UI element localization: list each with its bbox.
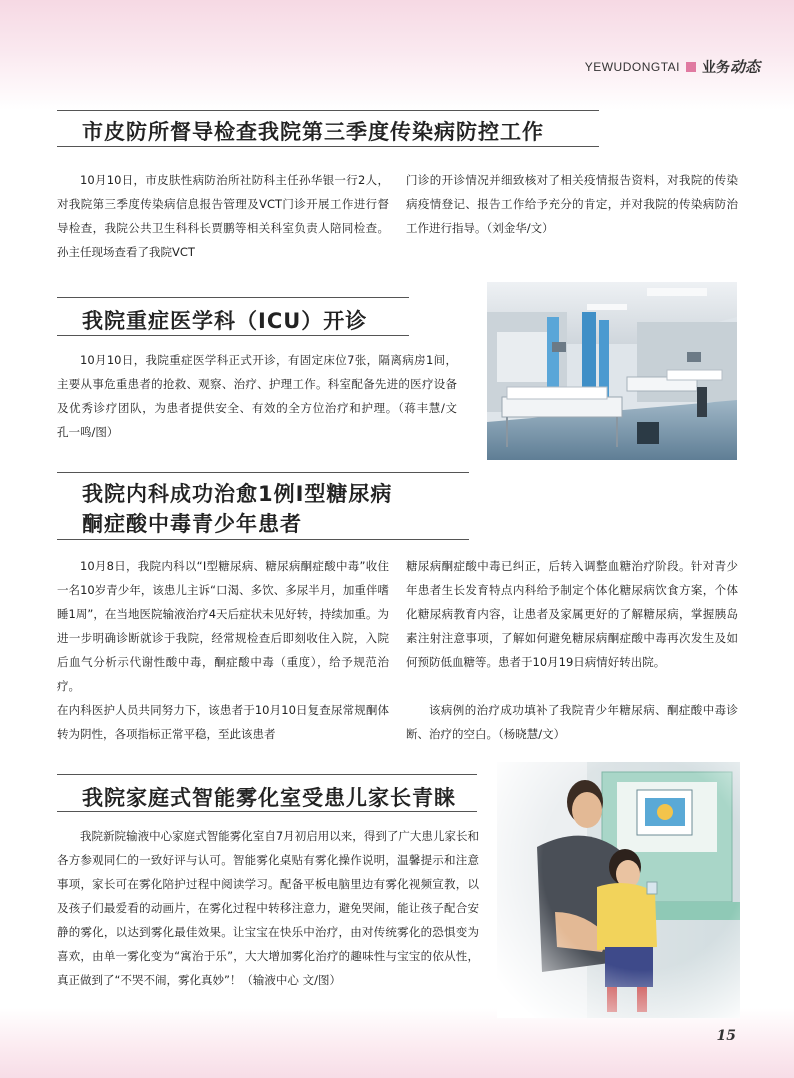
section-title: 业务动态 [701,58,760,76]
bottom-decor-band [0,1008,794,1078]
article2-bottom-rule [57,335,409,336]
article3-col1-p1: 10月8日，我院内科以“Ⅰ型糖尿病、糖尿病酮症酸中毒”收住一名10岁青少年，该患儿主诉“口渴、多饮、多尿半月，加重伴嗜睡1周”，在当地医院输液治疗4天后症状未见好转，持续加重。为进一步明确诊断就诊于我院，经常规检查后即刻收住入院，入院后血气分析示代谢性酸中毒，酮症酸中毒（重度），给予规范治疗。 [57,559,389,693]
icu-ward-photo [487,282,737,460]
article4-bottom-rule [57,811,477,812]
section-header [585,56,760,77]
article3-title-line2: 酮症酸中毒青少年患者 [82,512,302,536]
article2-body: 10月10日，我院重症医学科正式开诊，有固定床位7张，隔离病房1间，主要从事危重患者的抢救、观察、治疗、护理工作。科室配备先进的医疗设备及优秀诊疗团队，为患者提供安全、有效的全方位治疗和护理。（蒋丰慧/文 孔一鸣/图） [57,353,469,439]
article3-col1-p2: 在内科医护人员共同努力下，该患者于10月10日复查尿常规酮体转为阴性，各项指标正常平稳，至此该患者 [57,703,389,741]
top-decor-band [0,0,794,110]
article3-title-line1: 我院内科成功治愈1例Ⅰ型糖尿病 [82,482,393,506]
article3-col2-p2: 该病例的治疗成功填补了我院青少年糖尿病、酮症酸中毒诊断、治疗的空白。（杨晓慧/文） [406,703,738,741]
article3-col2-p1: 糖尿病酮症酸中毒已纠正，后转入调整血糖治疗阶段。针对青少年患者生长发育特点内科给予制定个体化糖尿病饮食方案，个体化糖尿病教育内容，让患者及家属更好的了解糖尿病，掌握胰岛素注射注意事项，了解如何避免糖尿病酮症酸中毒再次发生及如何预防低血糖等。患者于10月19日病情好转出院。 [406,559,738,669]
section-latin: YEWUDONGTAI [584,59,680,74]
page-number: 15 [716,1028,736,1044]
article3-top-rule [57,472,469,473]
article1-col1: 10月10日，市皮肤性病防治所社防科主任孙华银一行2人，对我院第三季度传染病信息报告管理及VCT门诊开展工作进行督导检查，我院公共卫生科科长贾鹏等相关科室负责人陪同检查。孙主任现场查看了我院VCT [57,173,389,259]
section-marker-icon [686,62,696,72]
article1-bottom-rule [57,146,599,147]
article3-title [82,479,392,539]
article1-col2: 门诊的开诊情况并细致核对了相关疫情报告资料，对我院的传染病疫情登记、报告工作给予充分的肯定，并对我院的传染病防治工作进行指导。（刘金华/文） [406,173,738,235]
article3-bottom-rule [57,539,469,540]
article4-title: 我院家庭式智能雾化室受患儿家长青睐 [82,786,456,810]
nebulization-room-photo [497,762,740,1018]
article2-title: 我院重症医学科（ICU）开诊 [82,309,368,333]
article2-top-rule [57,297,409,298]
article4-top-rule [57,774,477,775]
article1-top-rule [57,110,599,111]
article1-title: 市皮防所督导检查我院第三季度传染病防控工作 [82,120,544,144]
article4-body: 我院新院输液中心家庭式智能雾化室自7月初启用以来，得到了广大患儿家长和各方参观同仁的一致好评与认可。智能雾化桌贴有雾化操作说明，温馨提示和注意事项，家长可在雾化陪护过程中阅读学习。配备平板电脑里边有雾化视频宣教，以及孩子们最爱看的动画片，在雾化过程中转移注意力，避免哭闹，能让孩子配合安静的雾化，以达到雾化最佳效果。让宝宝在快乐中治疗，由对传统雾化的恐惧变为喜欢，由单一雾化变为“寓治于乐”，大大增加雾化治疗的趣味性与宝宝的依从性，真正做到了“不哭不闹，雾化真妙”！（输液中心 文/图） [57,829,479,987]
